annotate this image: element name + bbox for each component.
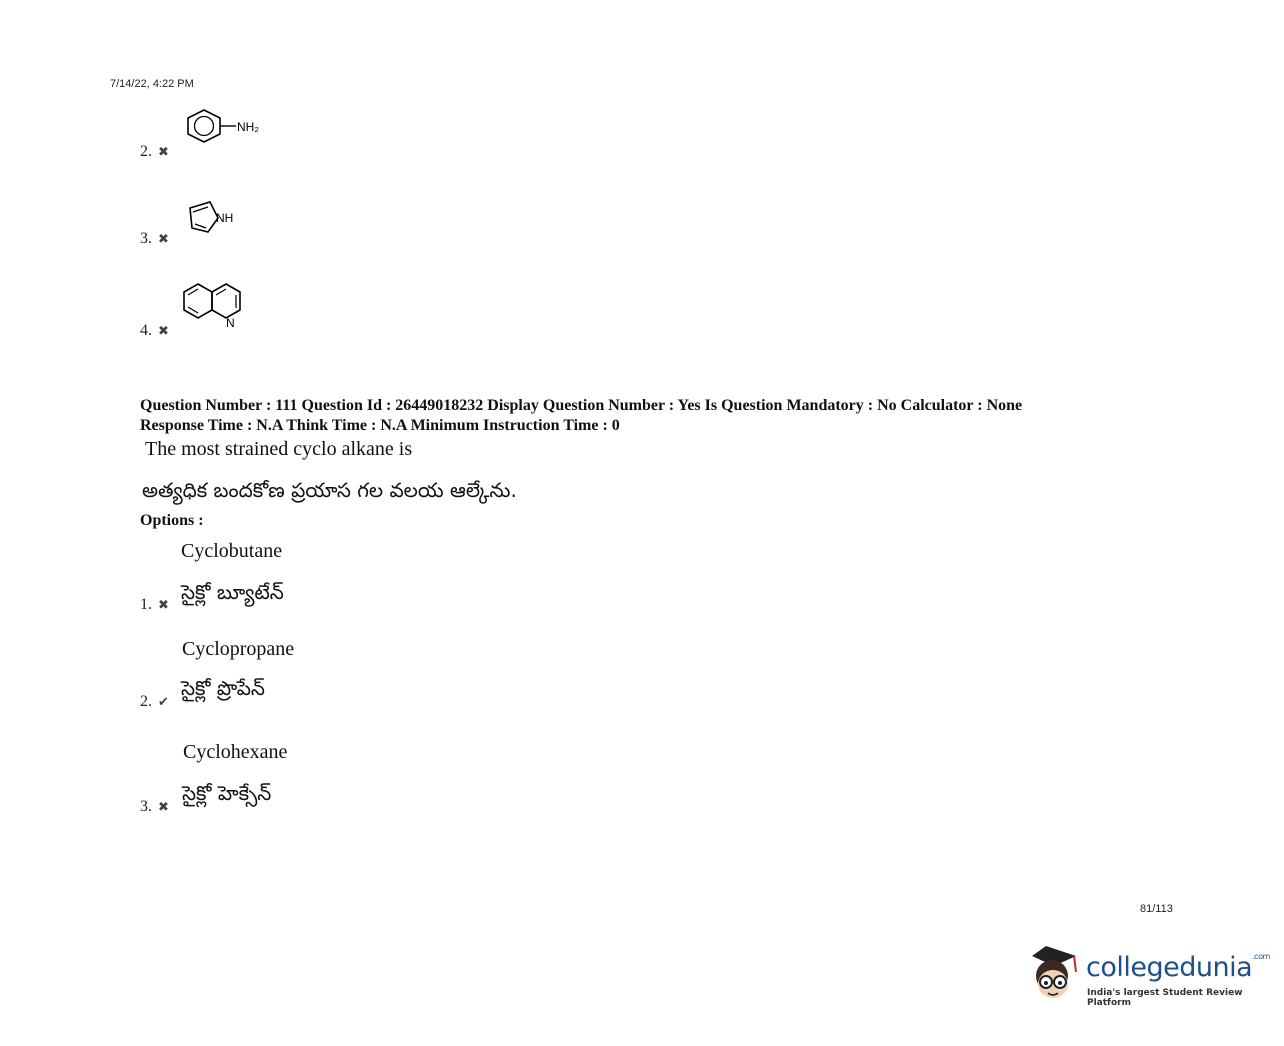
option-3-english: Cyclohexane <box>183 741 288 763</box>
option-number: 1. <box>140 596 152 613</box>
option-1-marker <box>140 596 169 614</box>
check-icon: ✔ <box>158 694 169 709</box>
cross-icon: ✖ <box>158 799 169 814</box>
prev-option-2 <box>140 143 169 161</box>
quinoline-label: N <box>226 316 235 330</box>
pyrrole-label: NH <box>216 211 234 225</box>
collegedunia-mascot-icon <box>1024 938 1086 1010</box>
option-2-telugu: సైక్లో ప్రొపేన్ <box>181 676 265 700</box>
option-3-marker <box>140 798 169 816</box>
option-number: 4. <box>140 322 152 339</box>
option-number: 2. <box>140 693 152 710</box>
question-text-telugu: అత్యధిక బందకోణ ప్రయాస గల వలయ ఆల్కేను. <box>142 478 517 502</box>
option-number: 3. <box>140 798 152 815</box>
option-1-english: Cyclobutane <box>181 540 283 562</box>
option-1-telugu: సైక్లో బ్యూటేన్ <box>181 580 284 604</box>
cross-icon: ✖ <box>158 231 169 246</box>
pyrrole-structure <box>182 198 252 240</box>
question-meta <box>140 396 1140 436</box>
prev-option-3 <box>140 230 169 248</box>
question-text-english: The most strained cyclo alkane is <box>145 438 413 460</box>
cross-icon: ✖ <box>158 597 169 612</box>
cross-icon: ✖ <box>158 144 169 159</box>
aniline-label: NH₂ <box>237 120 259 134</box>
prev-option-4 <box>140 322 169 340</box>
option-2-marker <box>140 693 169 711</box>
options-label: Options : <box>140 512 204 529</box>
cross-icon: ✖ <box>158 323 169 338</box>
question-meta-line1: Question Number : 111 Question Id : 26449018232 Display Question Number : Yes Is Question Mandatory : No Calculator : None <box>140 397 1023 414</box>
aniline-structure <box>180 104 270 148</box>
option-2-english: Cyclopropane <box>182 638 295 660</box>
print-timestamp: 7/14/22, 4:22 PM <box>110 78 194 90</box>
question-meta-line2: Response Time : N.A Think Time : N.A Minimum Instruction Time : 0 <box>140 417 620 434</box>
option-number: 3. <box>140 230 152 247</box>
page-number: 81/113 <box>1140 903 1173 915</box>
quinoline-structure <box>180 280 260 332</box>
option-number: 2. <box>140 143 152 160</box>
collegedunia-logo-text: collegedunia$^{.com}$ <box>1086 952 1270 983</box>
collegedunia-tagline: India's largest Student Review Platform <box>1087 988 1243 1008</box>
option-3-telugu: సైక్లో హెక్సేన్ <box>182 781 272 805</box>
